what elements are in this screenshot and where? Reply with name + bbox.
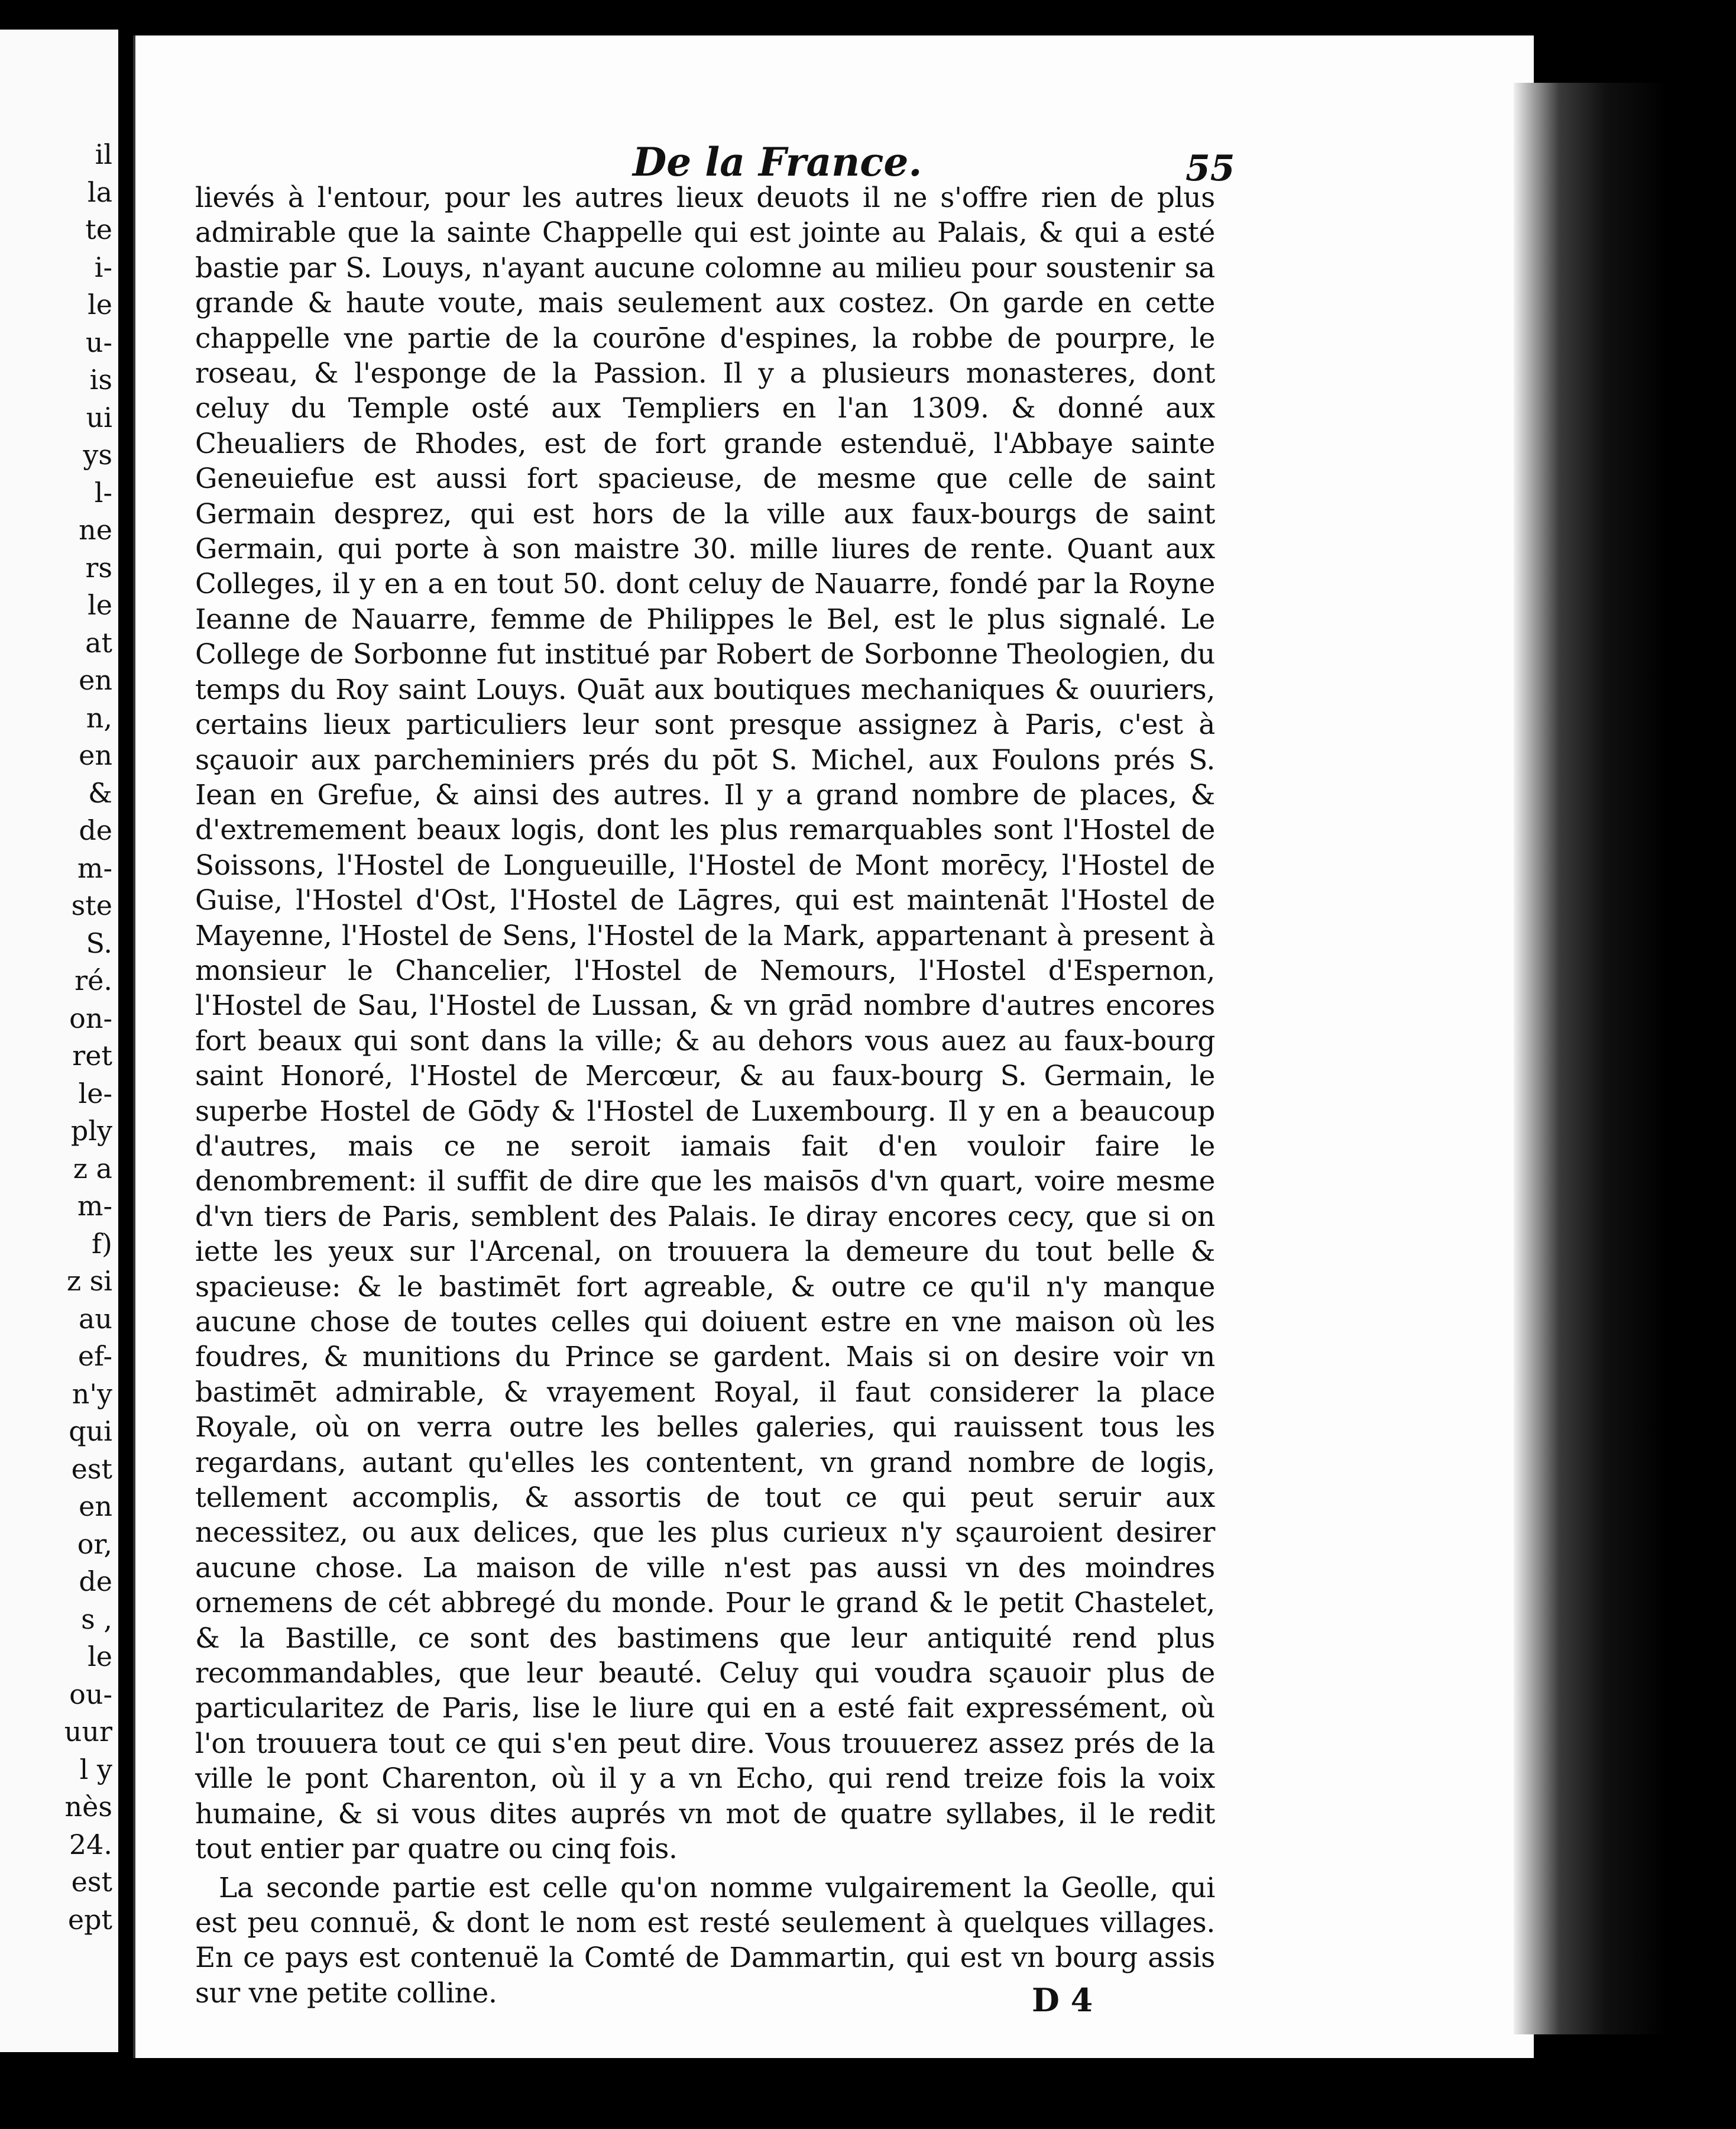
paragraph: lievés à l'entour, pour les autres lieux deuots il ne s'offre rien de plus admirable que la sainte Chappelle qui est jointe au Palais, & qui a esté bastie par S. Louys, n'ayant aucune colomne au milieu pour soustenir sa grande & haute voute, mais seulement aux costez. On garde en cette chappelle vne partie de la courōne d'espines, la robbe de pourpre, le roseau, & l'esponge de la Passion. Il y a plusieurs monasteres, dont celuy du Temple osté aux Templiers en l'an 1309. & donné aux Cheualiers de Rhodes, est de fort grande estenduë, l'Abbaye sainte Geneuiefue est aussi fort spacieuse, de mesme que celle de saint Germain desprez, qui est hors de la ville aux faux-bourgs de saint Germain, qui porte à son maistre 30. mille liures de rente. Quant aux Colleges, il y en a en tout 50. dont celuy de Nauarre, fondé par la Royne Ieanne de Nauarre, femme de Philippes le Bel, est le plus signalé. Le College de Sorbonne fut institué par Robert de Sorbonne Theologien, du temps du Roy saint Louys. Quāt aux boutiques mechaniques & ouuriers, certains lieux particuliers leur sont presque assignez à Paris, c'est à sçauoir aux parcheminiers prés du pōt S. Michel, aux Foulons prés S. Iean en Grefue, & ainsi des autres. Il y a grand nombre de places, & d'extremement beaux logis, dont les plus remarquables sont l'Hostel de Soissons, l'Hostel de Longueuille, l'Hostel de Mont morēcy, l'Hostel de Guise, l'Hostel d'Ost, l'Hostel de Lāgres, qui est maintenāt l'Hostel de Mayenne, l'Hostel de Sens, l'Hostel de la Mark, appartenant à present à monsieur le Chancelier, l'Hostel de Nemours, l'Hostel d'Espernon, l'Hostel de Sau, l'Hostel de Lussan, & vn grād nombre d'autres encores fort beaux qui sont dans la ville; & au dehors vous auez au faux-bourg saint Honoré, l'Hostel de Mercœur, & au faux-bourg S. Germain, le superbe Hostel de Gōdy & l'Hostel de Luxembourg. Il y en a beaucoup d'autres, mais ce ne seroit iamais fait d'en vouloir faire le denombrement: il suffit de dire que les maisōs d'vn quart, voire mesme d'vn tiers de Paris, semblent des Palais. Ie diray encores cecy, que si on iette les yeux sur l'Arcenal, on trouuera la demeure du tout belle & spacieuse: & le bastimēt fort agreable, & outre ce qu'il n'y manque aucune chose de toutes celles qui doiuent estre en vne maison où les foudres, & munitions du Prince se gardent. Mais si on desire voir vn bastimēt admirable, & vrayement Royal, il faut considerer la place Royale, où on verra outre les belles galeries, qui rauissent tous les regardans, autant qu'elles les contentent, vn grand nombre de logis, tellement accomplis, & assortis de tout ce qui peut seruir aux necessitez, ou aux delices, que les plus curieux n'y sçauroient desirer aucune chose. La maison de ville n'est pas aussi vn des moindres ornemens de cét abbregé du monde. Pour le grand & le petit Chastelet, & la Bastille, ce sont des bastimens que leur antiquité rend plus recommandables, que leur beauté. Celuy qui voudra sçauoir plus de particularitez de Paris, lise le liure qui en a esté fait expressément, où l'on trouuera tout ce qui s'en peut dire. Vous trouuerez assez prés de la ville le pont Charenton, où il y a vn Echo, qui rend treize fois la voix humaine, & si vous dites auprés vn mot de quatre syllabes, il le redit tout entier par quatre ou cinq fois. <box>195 182 1215 1866</box>
facing-page-fragment: uur <box>64 1716 112 1748</box>
facing-page-fragment: 24. <box>69 1828 112 1861</box>
facing-page-fragment: m- <box>77 852 112 884</box>
facing-page-fragment: ré. <box>75 965 112 996</box>
facing-page-fragment: ne <box>79 514 112 546</box>
facing-page-fragment: ste <box>71 889 112 921</box>
facing-page-fragment: nès <box>64 1791 112 1823</box>
facing-page-fragment: ui <box>86 401 112 433</box>
facing-page-fragment: f) <box>92 1227 112 1260</box>
facing-page-fragment: l y <box>79 1753 112 1785</box>
facing-page-fragment: le- <box>78 1077 112 1109</box>
facing-page-fragment: i- <box>94 251 112 283</box>
facing-page-fragment: la <box>87 176 112 208</box>
page-edge-shadow <box>1514 83 1667 2034</box>
facing-page-fragment: te <box>85 213 112 245</box>
facing-page-fragment: n'y <box>72 1377 112 1410</box>
facing-page-text-fragments <box>0 136 112 1939</box>
facing-page-fragment: est <box>71 1866 112 1898</box>
body-text <box>195 180 1215 2011</box>
facing-page-fragment: or, <box>77 1528 112 1560</box>
facing-page-fragment: ef- <box>77 1340 112 1372</box>
facing-page-fragment: & <box>88 776 112 809</box>
facing-page-fragment: n, <box>86 701 112 734</box>
facing-page-fragment: at <box>85 626 112 659</box>
facing-page-fragment: z a <box>73 1152 112 1185</box>
facing-page-fragment: le <box>88 289 112 321</box>
facing-page-fragment: is <box>89 364 112 396</box>
facing-page-fragment: en <box>79 664 112 696</box>
facing-page-fragment: m- <box>77 1190 112 1222</box>
facing-page-fragment: rs <box>85 551 112 584</box>
facing-page-fragment: en <box>79 1490 112 1522</box>
facing-page-fragment: le <box>88 589 112 621</box>
facing-page-fragment: ret <box>72 1040 112 1072</box>
facing-page-fragment: ept <box>67 1903 112 1936</box>
signature-mark: D 4 <box>1032 1981 1093 2019</box>
facing-page-fragment: l- <box>94 476 112 509</box>
facing-page-fragment: S. <box>86 927 112 959</box>
facing-page-fragment: on- <box>69 1002 112 1034</box>
facing-page-fragment: ys <box>83 439 112 471</box>
facing-page-fragment: qui <box>69 1415 112 1447</box>
running-head: De la France. <box>633 139 922 185</box>
facing-page-fragment: le <box>88 1641 112 1672</box>
facing-page-fragment: de <box>79 814 112 846</box>
facing-page-fragment: u- <box>85 326 112 358</box>
facing-page-fragment: ply <box>70 1115 112 1147</box>
facing-page-fragment: s , <box>81 1603 112 1635</box>
facing-page-fragment: il <box>95 138 112 170</box>
facing-page-fragment: au <box>78 1302 112 1335</box>
facing-page-fragment: en <box>79 739 112 771</box>
facing-page-fragment: z si <box>66 1265 112 1297</box>
page-number: 55 <box>1186 148 1235 189</box>
facing-page-fragment: est <box>71 1452 112 1485</box>
facing-page-fragment: ou- <box>69 1678 112 1710</box>
paragraph: La seconde partie est celle qu'on nomme vulgairement la Geolle, qui est peu connuë, & dont le nom est resté seulement à quelques villages. En ce pays est contenuë la Comté de Dammartin, qui est vn bourg assis sur vne petite colline. <box>195 1871 1215 2010</box>
facing-page-fragment: de <box>79 1565 112 1597</box>
facing-page-left <box>0 30 122 2052</box>
